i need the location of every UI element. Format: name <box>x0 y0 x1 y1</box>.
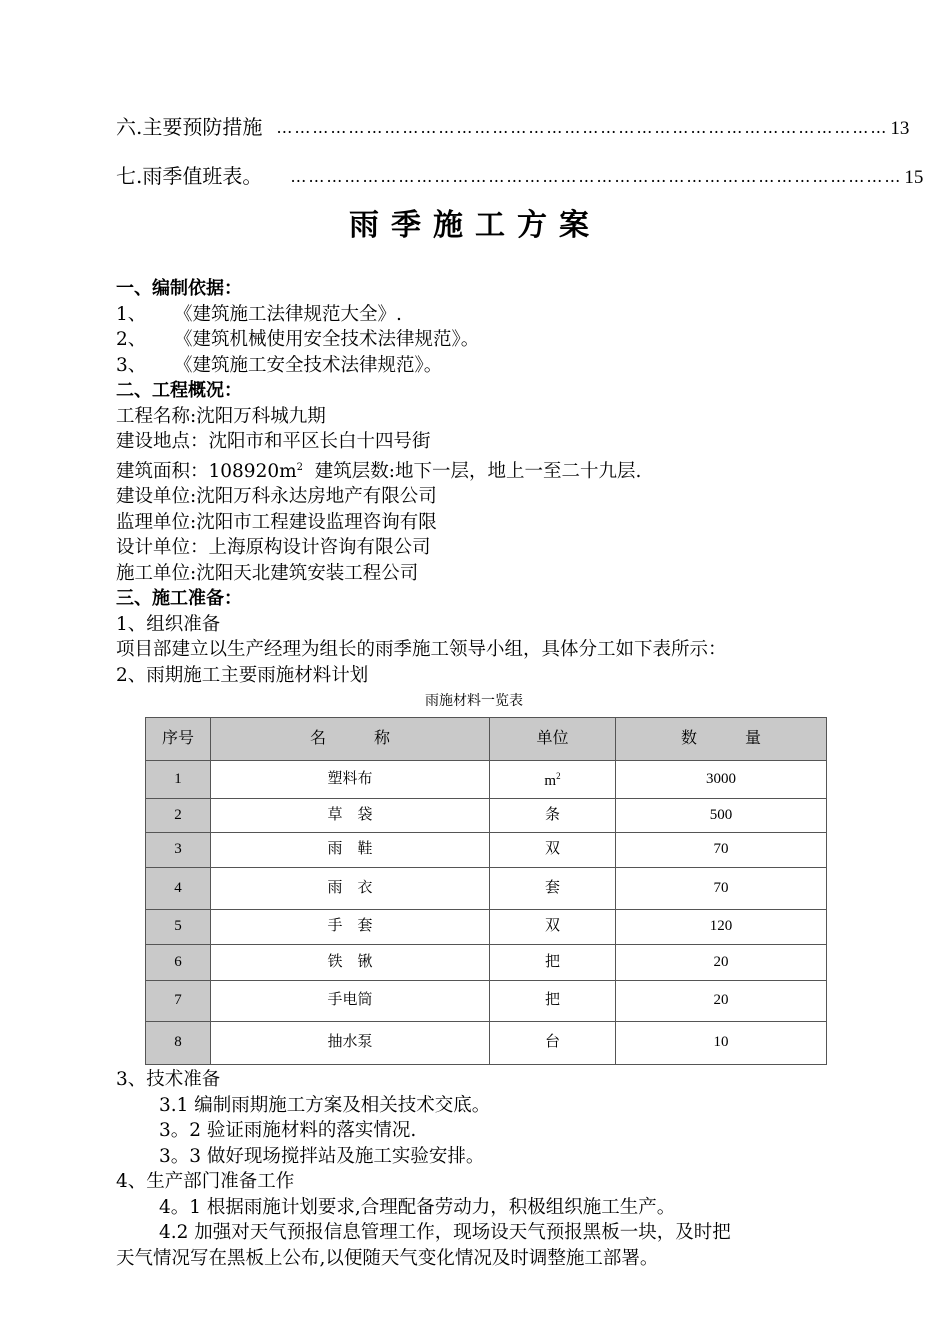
owner-unit: 建设单位:沈阳万科永达房地产有限公司 <box>116 486 437 508</box>
table-row <box>146 833 827 868</box>
reference-number: 3、 <box>116 354 147 376</box>
cell-unit: 把 <box>490 981 616 1022</box>
header-quantity: 数 量 <box>616 718 827 761</box>
table-row <box>146 981 827 1022</box>
table-row <box>146 945 827 981</box>
toc-page-number: 13 <box>890 118 910 139</box>
list-item: 4。1 根据雨施计划要求,合理配备劳动力，积极组织施工生产。 <box>159 1196 676 1218</box>
area-prefix: 建筑面积：108920m <box>116 460 297 482</box>
reference-item <box>116 327 860 353</box>
project-location: 建设地点：沈阳市和平区长白十四号街 <box>116 431 431 452</box>
materials-table <box>145 717 827 1065</box>
cell-name: 雨 衣 <box>211 868 490 910</box>
construction-unit: 施工单位:沈阳天北建筑安装工程公司 <box>116 562 419 584</box>
cell-seq: 4 <box>146 868 211 910</box>
reference-text: 《建筑施工安全技术法律规范》。 <box>174 354 443 376</box>
subsection-title: 2、雨期施工主要雨施材料计划 <box>116 664 369 686</box>
reference-text: 《建筑施工法律规范大全》. <box>174 303 402 325</box>
document-title: 雨季施工方案 <box>349 208 601 243</box>
header-seq: 序号 <box>146 718 211 761</box>
project-area <box>116 455 860 485</box>
list-item: 4.2 加强对天气预报信息管理工作，现场设天气预报黑板一块，及时把 <box>159 1222 731 1244</box>
header-unit: 单位 <box>490 718 616 761</box>
unit-superscript: 2 <box>556 771 561 782</box>
document-body <box>116 276 860 1271</box>
cell-seq: 7 <box>146 981 211 1022</box>
toc-entry <box>116 110 910 140</box>
header-name: 名 称 <box>211 718 490 761</box>
toc-page-number: 15 <box>904 167 924 188</box>
cell-seq: 1 <box>146 761 211 799</box>
cell-quantity: 500 <box>616 799 827 833</box>
area-superscript: 2 <box>296 461 304 473</box>
subsection-title: 4、生产部门准备工作 <box>116 1171 295 1193</box>
table-row <box>146 868 827 910</box>
toc-number: 六. <box>116 115 143 139</box>
reference-text: 《建筑机械使用安全技术法律规范》。 <box>174 329 480 350</box>
cell-name: 塑料布 <box>211 761 490 799</box>
section-heading: 三、施工准备： <box>116 588 242 610</box>
cell-quantity: 3000 <box>616 761 827 799</box>
list-item-continuation: 天气情况写在黑板上公布,以便随天气变化情况及时调整施工部署。 <box>116 1247 659 1269</box>
reference-item <box>116 302 860 328</box>
toc-number: 七. <box>116 164 143 188</box>
section-heading: 一、编制依据： <box>116 278 242 299</box>
section-heading: 二、工程概况： <box>116 380 242 401</box>
design-unit: 设计单位：上海原构设计咨询有限公司 <box>116 537 431 559</box>
cell-quantity: 70 <box>616 833 827 868</box>
cell-unit: 双 <box>490 910 616 945</box>
subsection-title: 1、组织准备 <box>116 613 221 635</box>
table-header-row <box>146 718 827 761</box>
cell-seq: 6 <box>146 945 211 981</box>
table-row <box>146 761 827 799</box>
toc-entry <box>116 159 924 189</box>
cell-quantity: 120 <box>616 910 827 945</box>
unit-text: m <box>544 773 557 790</box>
cell-quantity: 20 <box>616 981 827 1022</box>
cell-unit: 双 <box>490 833 616 868</box>
cell-name: 手 套 <box>211 910 490 945</box>
cell-quantity: 70 <box>616 868 827 910</box>
cell-unit: 套 <box>490 868 616 910</box>
cell-name: 抽水泵 <box>211 1022 490 1065</box>
cell-unit: 台 <box>490 1022 616 1065</box>
reference-number: 2、 <box>116 329 147 350</box>
cell-name: 草 袋 <box>211 799 490 833</box>
reference-number: 1、 <box>116 303 147 325</box>
supervisor-unit: 监理单位:沈阳市工程建设监理咨询有限 <box>116 511 437 533</box>
reference-item <box>116 353 860 379</box>
toc-leader-dots: ………………………………………………………………………………………… <box>276 118 889 137</box>
paragraph: 项目部建立以生产经理为组长的雨季施工领导小组，具体分工如下表所示： <box>116 639 727 661</box>
cell-seq: 5 <box>146 910 211 945</box>
area-suffix: 建筑层数:地下一层，地上一至二十九层. <box>303 460 642 482</box>
table-row <box>146 799 827 833</box>
toc-leader-dots: ………………………………………………………………………………………… <box>290 167 903 186</box>
cell-seq: 3 <box>146 833 211 868</box>
cell-quantity: 10 <box>616 1022 827 1065</box>
table-row <box>146 1022 827 1065</box>
table-caption: 雨施材料一览表 <box>425 693 523 710</box>
project-name: 工程名称:沈阳万科城九期 <box>116 405 326 427</box>
cell-unit: 条 <box>490 799 616 833</box>
table-row <box>146 910 827 945</box>
list-item: 3。3 做好现场搅拌站及施工实验安排。 <box>159 1145 485 1167</box>
cell-name: 雨 鞋 <box>211 833 490 868</box>
toc-label: 雨季值班表。 <box>142 164 263 188</box>
toc-label: 主要预防措施 <box>142 115 263 139</box>
cell-unit: 把 <box>490 945 616 981</box>
list-item: 3。2 验证雨施材料的落实情况. <box>159 1120 417 1142</box>
cell-name: 手电筒 <box>211 981 490 1022</box>
cell-name: 铁 锹 <box>211 945 490 981</box>
cell-unit <box>490 761 616 799</box>
list-item: 3.1 编制雨期施工方案及相关技术交底。 <box>159 1094 491 1116</box>
cell-seq: 8 <box>146 1022 211 1065</box>
cell-quantity: 20 <box>616 945 827 981</box>
subsection-title: 3、技术准备 <box>116 1069 221 1091</box>
cell-seq: 2 <box>146 799 211 833</box>
